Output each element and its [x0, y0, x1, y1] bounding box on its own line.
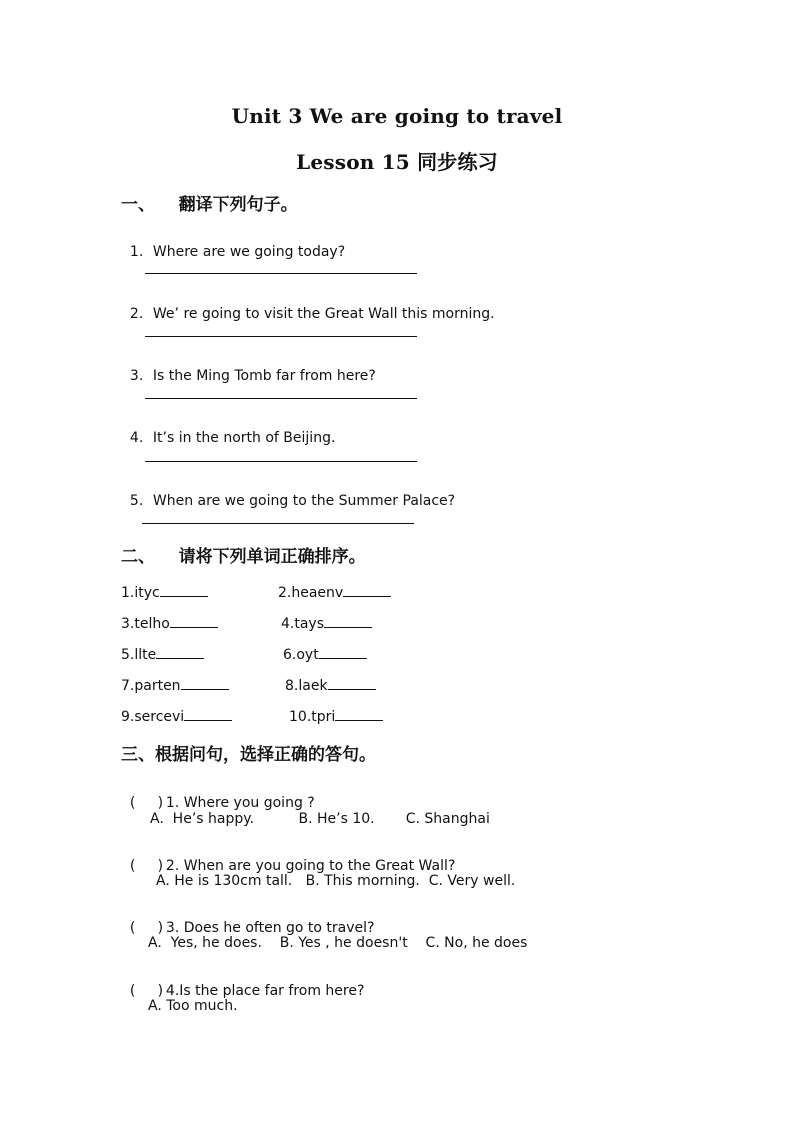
word-blank[interactable] [319, 644, 367, 659]
translate-item-2 [121, 290, 495, 322]
unscramble-item-4 [281, 613, 372, 632]
word-blank[interactable] [184, 706, 232, 721]
unscramble-item-3 [121, 613, 218, 632]
word-blank[interactable] [328, 675, 376, 690]
page-title: Unit 3 We are going to travel [231, 104, 563, 128]
question-3-options: A. Yes, he does. B. Yes , he doesn't C. No, he does [148, 935, 528, 951]
answer-parentheses[interactable]: ( ) [129, 795, 164, 811]
answer-parentheses[interactable]: ( ) [129, 983, 164, 999]
section-2-heading: 二、 请将下列单词正确排序。 [121, 547, 366, 567]
question-text: 1. Where you going ? [165, 795, 315, 811]
word-text: 2.heaenv [278, 585, 344, 601]
item-text: Where are we going today? [152, 244, 346, 260]
question-text: 4.Is the place far from here? [165, 983, 365, 999]
item-number: 5. [129, 493, 144, 509]
word-text: 9.sercevi [121, 709, 185, 725]
section-1-heading: 一、 翻译下列句子。 [121, 195, 298, 215]
word-blank[interactable] [170, 613, 218, 628]
question-3 [121, 904, 374, 936]
word-blank[interactable] [160, 582, 208, 597]
unscramble-item-8 [285, 675, 376, 694]
word-blank[interactable] [335, 706, 383, 721]
question-4-options: A. Too much. [148, 998, 238, 1014]
question-2-options: A. He is 130cm tall. B. This morning. C. Very well. [156, 873, 516, 889]
answer-parentheses[interactable]: ( ) [129, 920, 164, 936]
item-text: Is the Ming Tomb far from here? [152, 368, 376, 384]
unscramble-item-7 [121, 675, 229, 694]
unscramble-item-2 [278, 582, 391, 601]
unscramble-item-9 [121, 706, 232, 725]
unscramble-item-10 [289, 706, 383, 725]
word-text: 1.ityc [121, 585, 160, 601]
translate-item-5 [121, 477, 455, 509]
question-4 [121, 967, 364, 999]
question-2 [121, 842, 455, 874]
question-1 [121, 779, 315, 811]
word-text: 10.tpri [289, 709, 336, 725]
unscramble-item-6 [283, 644, 367, 663]
word-blank[interactable] [156, 644, 204, 659]
item-text: It’s in the north of Beijing. [152, 430, 336, 446]
question-1-options: A. He’s happy. B. He’s 10. C. Shanghai [150, 811, 490, 827]
answer-line-2[interactable] [145, 336, 417, 337]
answer-parentheses[interactable]: ( ) [129, 858, 164, 874]
unscramble-item-1 [121, 582, 208, 601]
item-number: 2. [129, 306, 144, 322]
answer-line-1[interactable] [145, 273, 417, 274]
word-text: 4.tays [281, 616, 325, 632]
answer-line-3[interactable] [145, 398, 417, 399]
word-blank[interactable] [181, 675, 229, 690]
item-number: 4. [129, 430, 144, 446]
word-blank[interactable] [324, 613, 372, 628]
question-text: 2. When are you going to the Great Wall? [165, 858, 456, 874]
item-number: 1. [129, 244, 144, 260]
item-text: When are we going to the Summer Palace? [152, 493, 456, 509]
word-text: 8.laek [285, 678, 328, 694]
unscramble-item-5 [121, 644, 204, 663]
translate-item-1 [121, 228, 345, 260]
translate-item-4 [121, 414, 335, 446]
page-subtitle: Lesson 15 同步练习 [296, 150, 498, 174]
question-text: 3. Does he often go to travel? [165, 920, 375, 936]
translate-item-3 [121, 352, 376, 384]
answer-line-4[interactable] [145, 461, 417, 462]
word-text: 5.llte [121, 647, 157, 663]
word-text: 6.oyt [283, 647, 319, 663]
word-blank[interactable] [343, 582, 391, 597]
answer-line-5[interactable] [142, 523, 414, 524]
item-number: 3. [129, 368, 144, 384]
word-text: 3.telho [121, 616, 170, 632]
item-text: We’ re going to visit the Great Wall this morning. [152, 306, 495, 322]
section-3-heading: 三、根据问句，选择正确的答句。 [121, 745, 376, 765]
word-text: 7.parten [121, 678, 181, 694]
